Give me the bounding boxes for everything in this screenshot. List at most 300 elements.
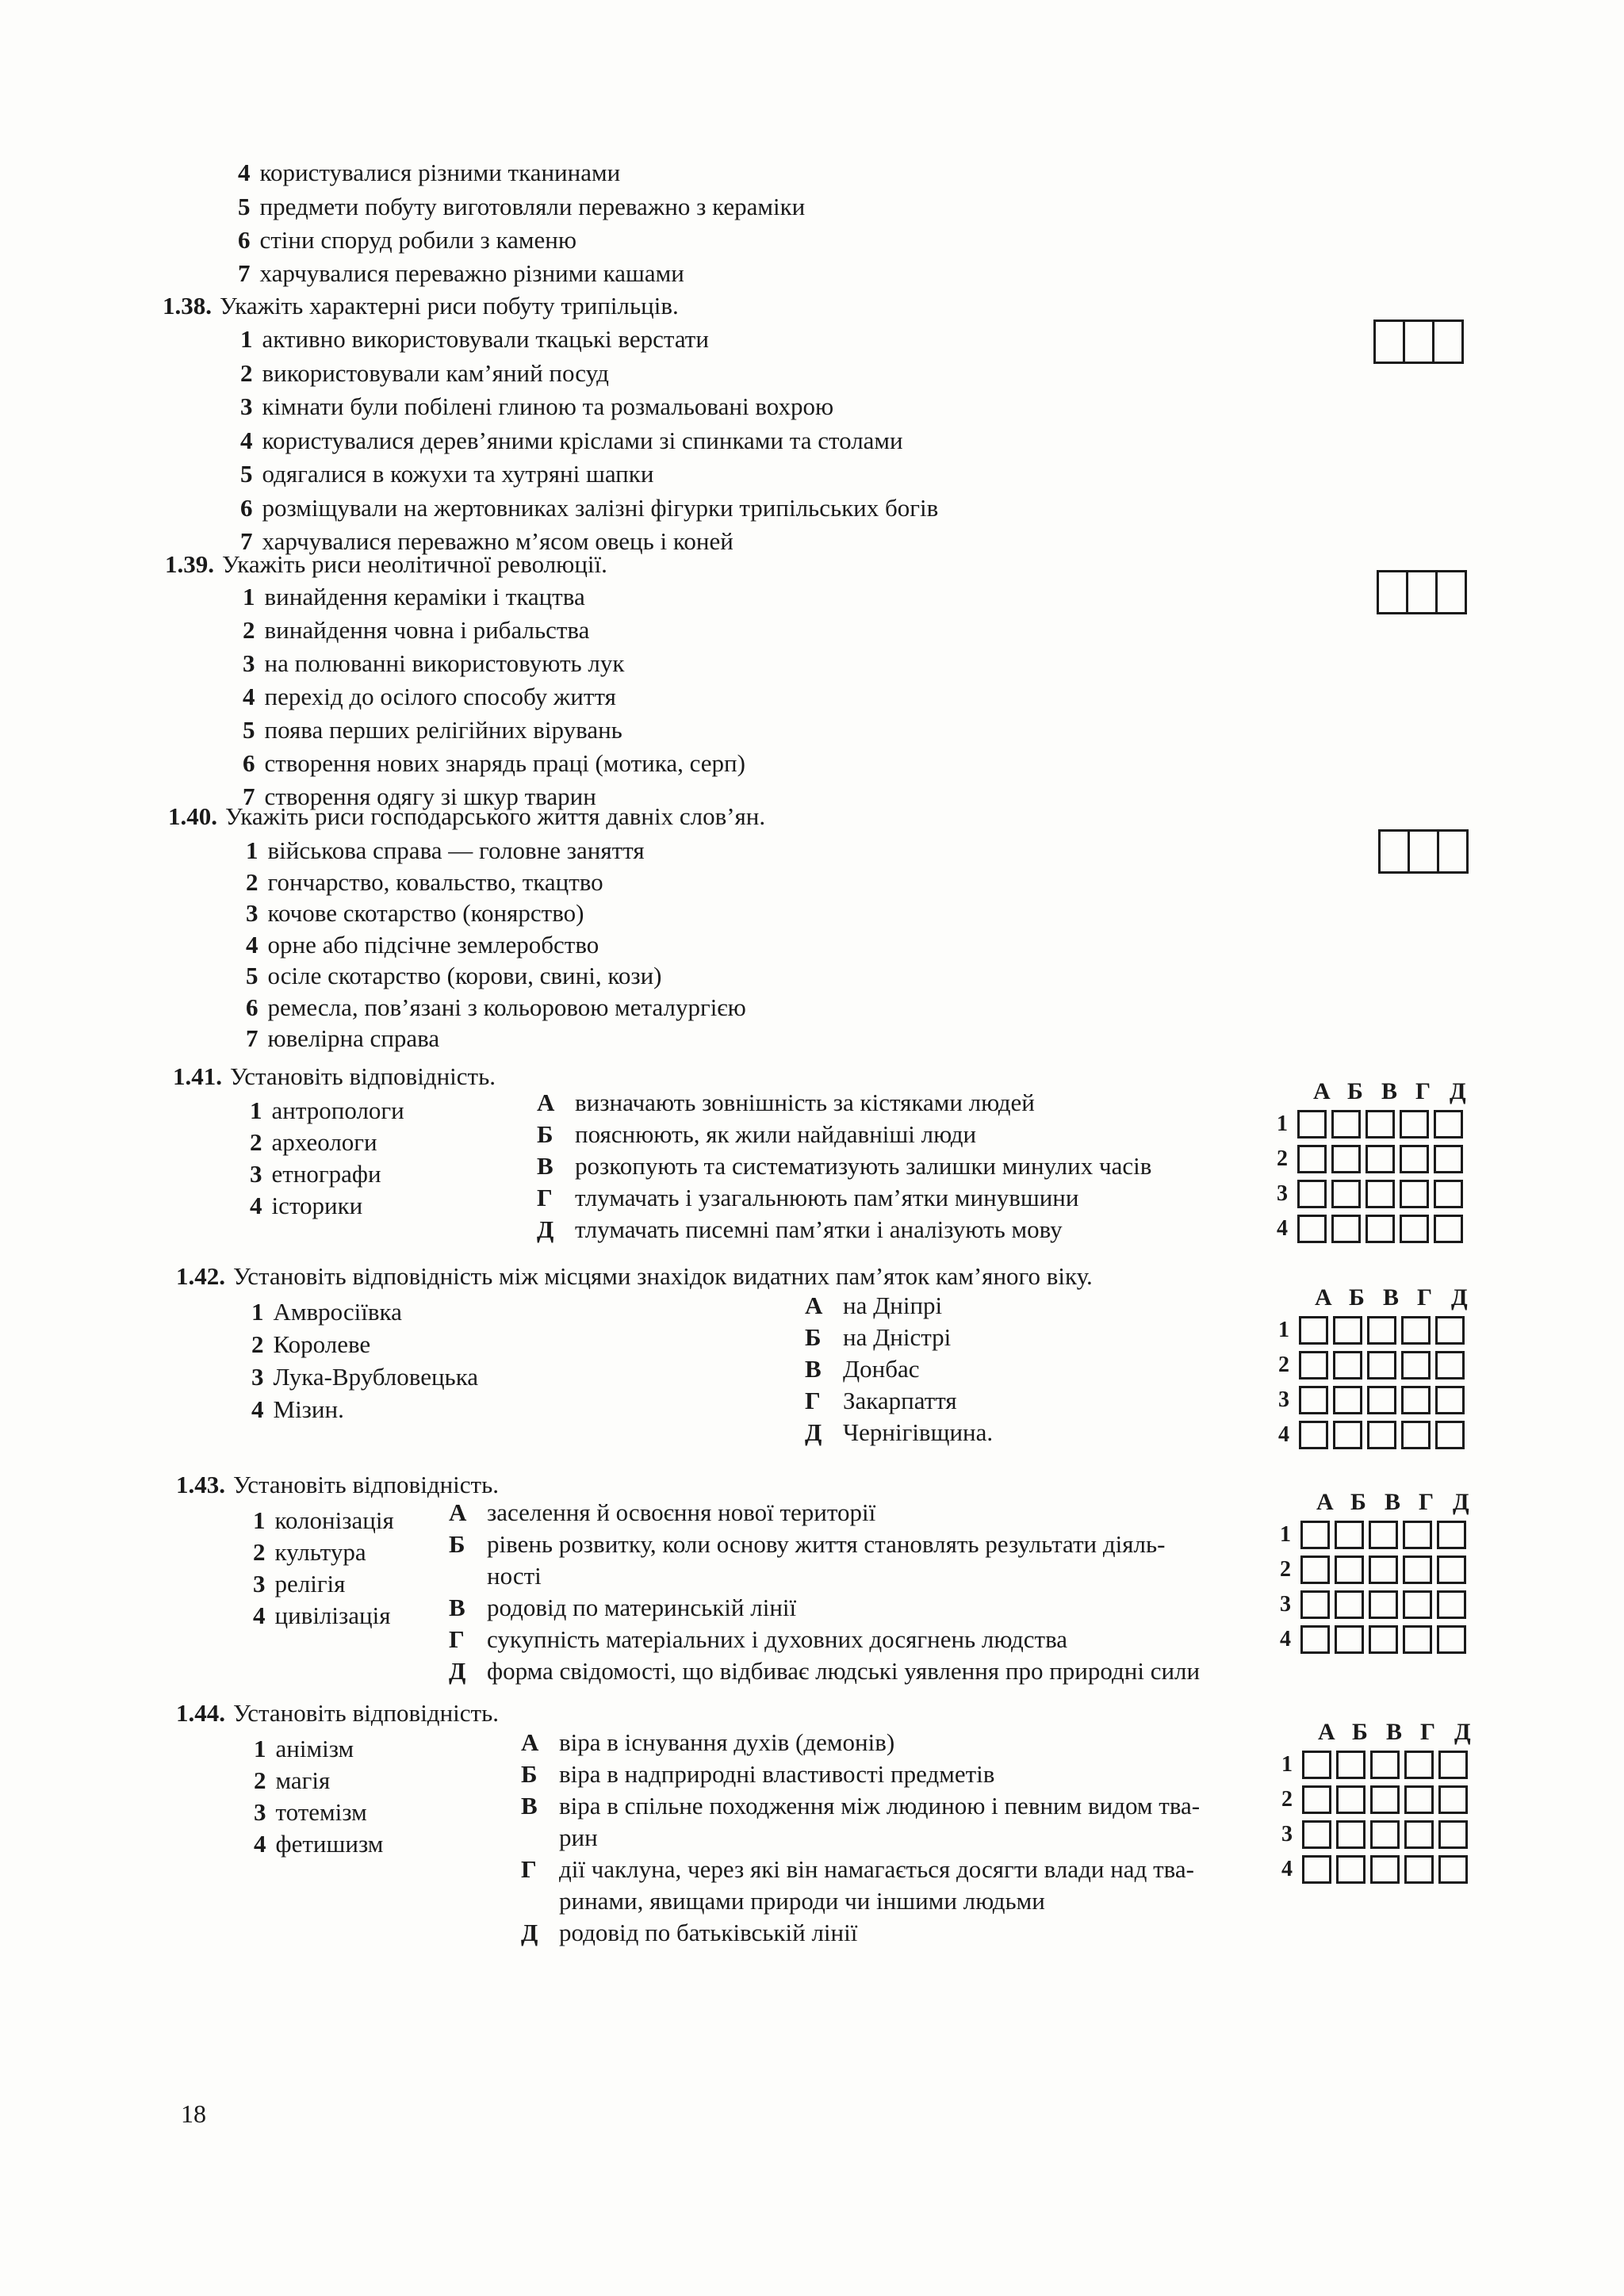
item-text: кімнати були побілені глиною та розмальовані вохрою: [262, 392, 834, 420]
item-text: предмети побуту виготовляли переважно з кераміки: [259, 193, 806, 220]
grid-row-number: 2: [1277, 1146, 1288, 1171]
item-text: історики: [271, 1192, 363, 1219]
option-letter: Г: [521, 1855, 537, 1883]
item-number: 4: [250, 1192, 262, 1219]
grid-row: [1297, 1180, 1468, 1208]
option-item: [537, 1152, 1151, 1181]
option-item: [449, 1530, 1165, 1559]
answer-cell[interactable]: [1335, 1521, 1364, 1549]
option-item: [537, 1120, 976, 1149]
item-number: 4: [254, 1830, 266, 1858]
item-number: 1: [254, 1735, 266, 1762]
question-number: 1.44.: [176, 1699, 225, 1727]
grid-column-letter: А: [1315, 1284, 1332, 1311]
question-1-41: [173, 1062, 496, 1091]
answer-cell[interactable]: [1302, 1855, 1331, 1884]
list-item: [240, 359, 609, 388]
item-number: 3: [251, 1363, 264, 1391]
grid-column-letter: Д: [1454, 1719, 1471, 1745]
option-text: родовід по материнській лінії: [487, 1594, 797, 1621]
answer-cell[interactable]: [1365, 1215, 1395, 1243]
grid-column-letter: Д: [1453, 1489, 1469, 1515]
answer-cell[interactable]: [1369, 1590, 1398, 1619]
option-text: визначають зовнішність за кістяками людей: [575, 1089, 1035, 1116]
grid-row: [1302, 1751, 1473, 1779]
list-item: [253, 1570, 345, 1598]
question-number: 1.42.: [176, 1262, 225, 1290]
answer-cell[interactable]: [1333, 1386, 1362, 1414]
answer-cell[interactable]: [1333, 1421, 1362, 1449]
answer-cell[interactable]: [1331, 1145, 1361, 1173]
answer-cell[interactable]: [1336, 1785, 1365, 1814]
option-letter: А: [805, 1292, 823, 1319]
item-text: кочове скотарство (конярство): [267, 899, 584, 927]
list-item: [240, 460, 653, 488]
list-item: [238, 226, 576, 254]
answer-cell[interactable]: [1434, 1180, 1463, 1208]
option-letter: Б: [805, 1323, 822, 1351]
grid-row-number: 4: [1281, 1857, 1293, 1881]
grid-column-letter: Б: [1347, 1078, 1363, 1104]
item-number: 3: [250, 1160, 262, 1188]
option-item: [521, 1887, 1045, 1915]
list-item: [246, 962, 662, 990]
item-number: 4: [251, 1395, 264, 1423]
page-number: 18: [181, 2099, 206, 2128]
grid-row: [1297, 1145, 1468, 1173]
grid-row-number: 3: [1277, 1181, 1288, 1206]
answer-cell[interactable]: [1400, 1180, 1429, 1208]
item-number: 5: [243, 716, 255, 744]
option-letter: В: [537, 1152, 553, 1180]
answer-cell[interactable]: [1403, 1625, 1432, 1654]
grid-column-letter: Г: [1419, 1489, 1434, 1515]
answer-cell[interactable]: [1435, 1351, 1465, 1380]
question-number: 1.40.: [168, 802, 217, 830]
list-item: [251, 1330, 370, 1359]
option-item: [521, 1919, 857, 1947]
grid-row: [1300, 1556, 1471, 1584]
item-text: колонізація: [274, 1506, 394, 1534]
list-item: [246, 836, 645, 865]
grid-row-number: 2: [1278, 1353, 1289, 1377]
answer-cell[interactable]: [1331, 1110, 1361, 1138]
answer-cell[interactable]: [1365, 1110, 1395, 1138]
grid-column-letter: А: [1313, 1078, 1331, 1104]
answer-cell[interactable]: [1300, 1556, 1330, 1584]
answer-cell[interactable]: [1367, 1421, 1396, 1449]
answer-cell[interactable]: [1300, 1590, 1330, 1619]
item-number: 7: [238, 259, 251, 287]
option-text: віра в спільне походження між людиною і певним видом тва-: [559, 1792, 1201, 1820]
grid-row-number: 4: [1278, 1422, 1289, 1447]
answer-cell[interactable]: [1437, 1625, 1466, 1654]
item-number: 2: [251, 1330, 264, 1358]
option-text: Закарпаття: [843, 1387, 957, 1414]
option-letter: Б: [521, 1760, 538, 1788]
question-text: Укажіть характерні риси побуту трипільців.: [220, 292, 679, 320]
list-item: [250, 1128, 377, 1157]
answer-cell[interactable]: [1299, 1421, 1328, 1449]
answer-cell[interactable]: [1438, 1751, 1468, 1779]
item-number: 3: [253, 1570, 266, 1598]
question-text: Установіть відповідність між місцями знахідок видатних пам’яток кам’яного віку.: [233, 1262, 1093, 1290]
item-number: 3: [243, 649, 255, 677]
list-item: [253, 1601, 390, 1630]
item-text: культура: [274, 1538, 366, 1566]
list-item: [238, 259, 684, 288]
item-text: Лука-Врубловецька: [273, 1363, 479, 1391]
answer-cell[interactable]: [1434, 322, 1461, 362]
item-number: 2: [254, 1766, 266, 1794]
grid-column-letter: Г: [1415, 1078, 1431, 1104]
item-text: перехід до осілого способу життя: [264, 683, 616, 710]
answer-cell[interactable]: [1403, 1556, 1432, 1584]
grid-column-letter: Д: [1450, 1078, 1466, 1104]
answer-cell[interactable]: [1403, 1521, 1432, 1549]
item-text: гончарство, ковальство, ткацтво: [267, 867, 603, 896]
item-number: 5: [238, 193, 251, 220]
item-number: 1: [250, 1096, 262, 1124]
option-text: рин: [559, 1823, 598, 1851]
list-item: [246, 993, 746, 1022]
option-letter: А: [449, 1498, 467, 1526]
answer-cell[interactable]: [1367, 1316, 1396, 1345]
question-number: 1.41.: [173, 1062, 222, 1090]
list-item: [246, 1024, 439, 1053]
item-text: фетишизм: [275, 1830, 384, 1858]
list-item: [240, 494, 938, 522]
answer-cell[interactable]: [1435, 1386, 1465, 1414]
option-letter: Д: [805, 1418, 822, 1446]
answer-cell[interactable]: [1437, 1590, 1466, 1619]
answer-cell[interactable]: [1299, 1351, 1328, 1380]
item-number: 3: [254, 1798, 266, 1826]
list-item: [246, 868, 603, 897]
item-number: 2: [243, 616, 255, 644]
list-item: [243, 716, 622, 744]
answer-cell[interactable]: [1404, 1785, 1434, 1814]
answer-cell[interactable]: [1405, 322, 1434, 362]
answer-cell[interactable]: [1336, 1751, 1365, 1779]
item-text: одягалися в кожухи та хутряні шапки: [262, 460, 654, 488]
answer-cell[interactable]: [1400, 1215, 1429, 1243]
answer-cell[interactable]: [1300, 1521, 1330, 1549]
answer-cell[interactable]: [1381, 832, 1410, 871]
item-text: Амвросіївка: [273, 1298, 402, 1326]
answer-cell[interactable]: [1369, 1556, 1398, 1584]
list-item: [251, 1363, 478, 1391]
option-text: на Дніпрі: [843, 1292, 943, 1319]
list-item: [240, 325, 709, 354]
option-letter: В: [449, 1594, 465, 1621]
grid-row: [1302, 1855, 1473, 1884]
grid-row-number: 3: [1281, 1822, 1293, 1846]
list-item: [254, 1830, 383, 1858]
item-text: ремесла, пов’язані з кольоровою металургією: [267, 993, 746, 1021]
option-item: [449, 1562, 542, 1590]
option-text: на Дністрі: [843, 1323, 952, 1351]
item-text: використовували кам’яний посуд: [262, 358, 609, 387]
question-1-42: [176, 1262, 1093, 1291]
grid-column-letter: Б: [1352, 1719, 1368, 1745]
option-text: форма свідомості, що відбиває людські уявлення про природні сили: [487, 1657, 1201, 1685]
answer-box-1-39[interactable]: [1377, 570, 1467, 614]
grid-row-number: 4: [1277, 1216, 1288, 1241]
answer-cell[interactable]: [1369, 1625, 1398, 1654]
option-letter: В: [805, 1355, 822, 1383]
item-text: магія: [275, 1766, 331, 1794]
option-letter: Д: [521, 1919, 538, 1946]
grid-row-number: 1: [1277, 1112, 1288, 1136]
list-item: [246, 931, 599, 959]
answer-cell[interactable]: [1367, 1351, 1396, 1380]
answer-cell[interactable]: [1435, 1421, 1465, 1449]
item-number: 1: [240, 325, 253, 353]
list-item: [240, 427, 903, 455]
item-number: 2: [246, 867, 259, 896]
list-item: [253, 1538, 366, 1567]
list-item: [250, 1160, 381, 1188]
list-item: [254, 1735, 354, 1763]
answer-cell[interactable]: [1370, 1785, 1400, 1814]
answer-cell[interactable]: [1400, 1110, 1429, 1138]
answer-cell[interactable]: [1335, 1590, 1364, 1619]
option-text: розкопують та систематизують залишки минулих часів: [575, 1152, 1152, 1180]
answer-cell[interactable]: [1336, 1855, 1365, 1884]
grid-row-number: 2: [1280, 1557, 1291, 1582]
option-item: [805, 1323, 951, 1352]
item-number: 2: [253, 1538, 266, 1566]
question-text: Установіть відповідність.: [233, 1699, 499, 1727]
item-text: харчувалися переважно м’ясом овець і коней: [262, 527, 733, 555]
answer-cell[interactable]: [1410, 832, 1439, 871]
list-item: [243, 649, 624, 678]
item-text: цивілізація: [274, 1601, 391, 1629]
item-text: анімізм: [275, 1735, 354, 1762]
question-text: Установіть відповідність.: [230, 1062, 496, 1090]
option-letter: Г: [537, 1184, 553, 1211]
answer-cell[interactable]: [1400, 1145, 1429, 1173]
answer-cell[interactable]: [1437, 1556, 1466, 1584]
option-text: тлумачать писемні пам’ятки і аналізують мову: [575, 1215, 1063, 1243]
answer-box-1-40[interactable]: [1378, 829, 1469, 874]
answer-cell[interactable]: [1376, 322, 1405, 362]
item-text: археологи: [271, 1128, 377, 1156]
answer-cell[interactable]: [1367, 1386, 1396, 1414]
item-text: орне або підсічне землеробство: [267, 930, 599, 959]
answer-cell[interactable]: [1408, 572, 1438, 612]
option-item: [805, 1387, 957, 1415]
item-number: 1: [246, 836, 259, 864]
list-item: [254, 1766, 330, 1795]
answer-cell[interactable]: [1299, 1386, 1328, 1414]
option-text: віра в надприродні властивості предметів: [559, 1760, 995, 1788]
answer-cell[interactable]: [1336, 1820, 1365, 1849]
answer-cell[interactable]: [1333, 1316, 1362, 1345]
option-letter: Б: [449, 1530, 465, 1558]
option-text: родовід по батьківській лінії: [559, 1919, 858, 1946]
list-item: [243, 749, 745, 778]
grid-column-letter: В: [1383, 1284, 1400, 1311]
item-text: на полюванні використовують лук: [264, 649, 625, 677]
item-text: користувалися різними тканинами: [259, 159, 621, 186]
answer-cell[interactable]: [1297, 1180, 1327, 1208]
grid-row: [1300, 1521, 1471, 1549]
answer-cell[interactable]: [1401, 1421, 1431, 1449]
grid-row: [1299, 1386, 1469, 1414]
answer-cell[interactable]: [1370, 1855, 1400, 1884]
answer-cell[interactable]: [1379, 572, 1408, 612]
item-text: релігія: [274, 1570, 346, 1598]
option-item: [449, 1594, 796, 1622]
answer-cell[interactable]: [1331, 1180, 1361, 1208]
item-number: 5: [240, 460, 253, 488]
item-text: Мізин.: [273, 1395, 344, 1423]
list-item: [251, 1395, 344, 1424]
item-number: 4: [246, 930, 259, 959]
answer-cell[interactable]: [1434, 1215, 1463, 1243]
answer-cell[interactable]: [1365, 1180, 1395, 1208]
item-number: 3: [240, 392, 253, 420]
item-text: користувалися дерев’яними кріслами зі спинками та столами: [262, 426, 903, 454]
answer-cell[interactable]: [1331, 1215, 1361, 1243]
answer-cell[interactable]: [1365, 1145, 1395, 1173]
answer-cell[interactable]: [1297, 1110, 1327, 1138]
question-1-39: [165, 550, 607, 579]
answer-cell[interactable]: [1299, 1316, 1328, 1345]
answer-cell[interactable]: [1335, 1556, 1364, 1584]
answer-cell[interactable]: [1435, 1316, 1465, 1345]
item-text: антропологи: [271, 1096, 404, 1124]
item-number: 5: [246, 962, 259, 989]
grid-column-letter: Б: [1350, 1489, 1366, 1515]
question-number: 1.39.: [165, 550, 214, 578]
question-text: Укажіть риси неолітичної революції.: [222, 550, 607, 578]
answer-cell[interactable]: [1438, 1820, 1468, 1849]
answer-cell[interactable]: [1401, 1386, 1431, 1414]
list-item: [250, 1192, 362, 1220]
item-number: 6: [246, 993, 259, 1021]
grid-row: [1299, 1421, 1469, 1449]
answer-cell[interactable]: [1401, 1351, 1431, 1380]
item-text: винайдення кераміки і ткацтва: [264, 583, 585, 610]
item-text: військова справа — головне заняття: [267, 836, 645, 864]
option-text: Чернігівщина.: [843, 1418, 994, 1446]
item-text: поява перших релігійних вірувань: [264, 716, 622, 744]
item-text: стіни споруд робили з каменю: [259, 226, 577, 254]
grid-row: [1302, 1785, 1473, 1814]
grid-row: [1300, 1590, 1471, 1619]
item-number: 7: [240, 527, 253, 555]
option-text: ності: [487, 1562, 542, 1590]
answer-cell[interactable]: [1369, 1521, 1398, 1549]
answer-cell[interactable]: [1438, 1855, 1468, 1884]
answer-cell[interactable]: [1335, 1625, 1364, 1654]
answer-cell[interactable]: [1302, 1751, 1331, 1779]
option-letter: А: [521, 1728, 539, 1756]
answer-cell[interactable]: [1302, 1785, 1331, 1814]
item-number: 1: [243, 583, 255, 610]
answer-box-1-38[interactable]: [1373, 320, 1464, 364]
answer-cell[interactable]: [1404, 1855, 1434, 1884]
grid-row-number: 1: [1281, 1752, 1293, 1777]
answer-cell[interactable]: [1437, 1521, 1466, 1549]
option-item: [805, 1292, 942, 1320]
option-item: [805, 1355, 920, 1383]
question-text: Установіть відповідність.: [233, 1471, 499, 1498]
answer-cell[interactable]: [1404, 1820, 1434, 1849]
answer-cell[interactable]: [1370, 1820, 1400, 1849]
item-number: 4: [240, 426, 253, 454]
option-letter: Д: [449, 1657, 466, 1685]
answer-cell[interactable]: [1300, 1625, 1330, 1654]
list-item: [243, 683, 616, 711]
item-number: 2: [250, 1128, 262, 1156]
item-number: 6: [240, 493, 253, 522]
item-text: активно використовували ткацькі верстати: [262, 325, 709, 353]
option-letter: Б: [537, 1120, 553, 1148]
answer-cell[interactable]: [1438, 572, 1465, 612]
answer-cell[interactable]: [1297, 1215, 1327, 1243]
answer-cell[interactable]: [1370, 1751, 1400, 1779]
item-text: винайдення човна і рибальства: [264, 616, 590, 644]
grid-row: [1299, 1351, 1469, 1380]
option-item: [521, 1823, 598, 1852]
answer-cell[interactable]: [1434, 1110, 1463, 1138]
item-number: 7: [243, 783, 255, 810]
option-item: [537, 1184, 1078, 1212]
answer-cell[interactable]: [1333, 1351, 1362, 1380]
option-letter: А: [537, 1089, 555, 1116]
item-number: 1: [251, 1298, 264, 1326]
list-item: [238, 193, 805, 221]
list-item: [250, 1096, 404, 1125]
grid-column-letter: Г: [1420, 1719, 1436, 1745]
grid-row-number: 1: [1278, 1318, 1289, 1342]
answer-cell[interactable]: [1439, 832, 1466, 871]
question-1-40: [168, 802, 765, 831]
grid-column-letter: Г: [1417, 1284, 1433, 1311]
item-number: 4: [238, 159, 251, 186]
item-text: розміщували на жертовниках залізні фігурки трипільських богів: [262, 493, 939, 522]
answer-cell[interactable]: [1434, 1145, 1463, 1173]
item-number: 6: [243, 749, 255, 777]
answer-cell[interactable]: [1302, 1820, 1331, 1849]
option-item: [537, 1089, 1035, 1117]
item-number: 6: [238, 226, 251, 254]
answer-cell[interactable]: [1297, 1145, 1327, 1173]
item-number: 4: [253, 1601, 266, 1629]
answer-cell[interactable]: [1404, 1751, 1434, 1779]
grid-row: [1300, 1625, 1471, 1654]
option-letter: Г: [449, 1625, 465, 1653]
option-text: ринами, явищами природи чи іншими людьми: [559, 1887, 1045, 1915]
grid-row-number: 1: [1280, 1522, 1291, 1547]
answer-cell[interactable]: [1438, 1785, 1468, 1814]
item-text: створення одягу зі шкур тварин: [264, 783, 596, 810]
answer-cell[interactable]: [1403, 1590, 1432, 1619]
grid-row-number: 3: [1278, 1387, 1289, 1412]
question-number: 1.43.: [176, 1471, 225, 1498]
question-1-43: [176, 1471, 499, 1499]
grid-row-number: 4: [1280, 1627, 1291, 1651]
grid-row: [1297, 1215, 1468, 1243]
list-item: [243, 583, 585, 611]
option-text: тлумачать і узагальнюють пам’ятки минувшини: [575, 1184, 1079, 1211]
option-text: заселення й освоєння нової території: [487, 1498, 876, 1526]
answer-cell[interactable]: [1401, 1316, 1431, 1345]
